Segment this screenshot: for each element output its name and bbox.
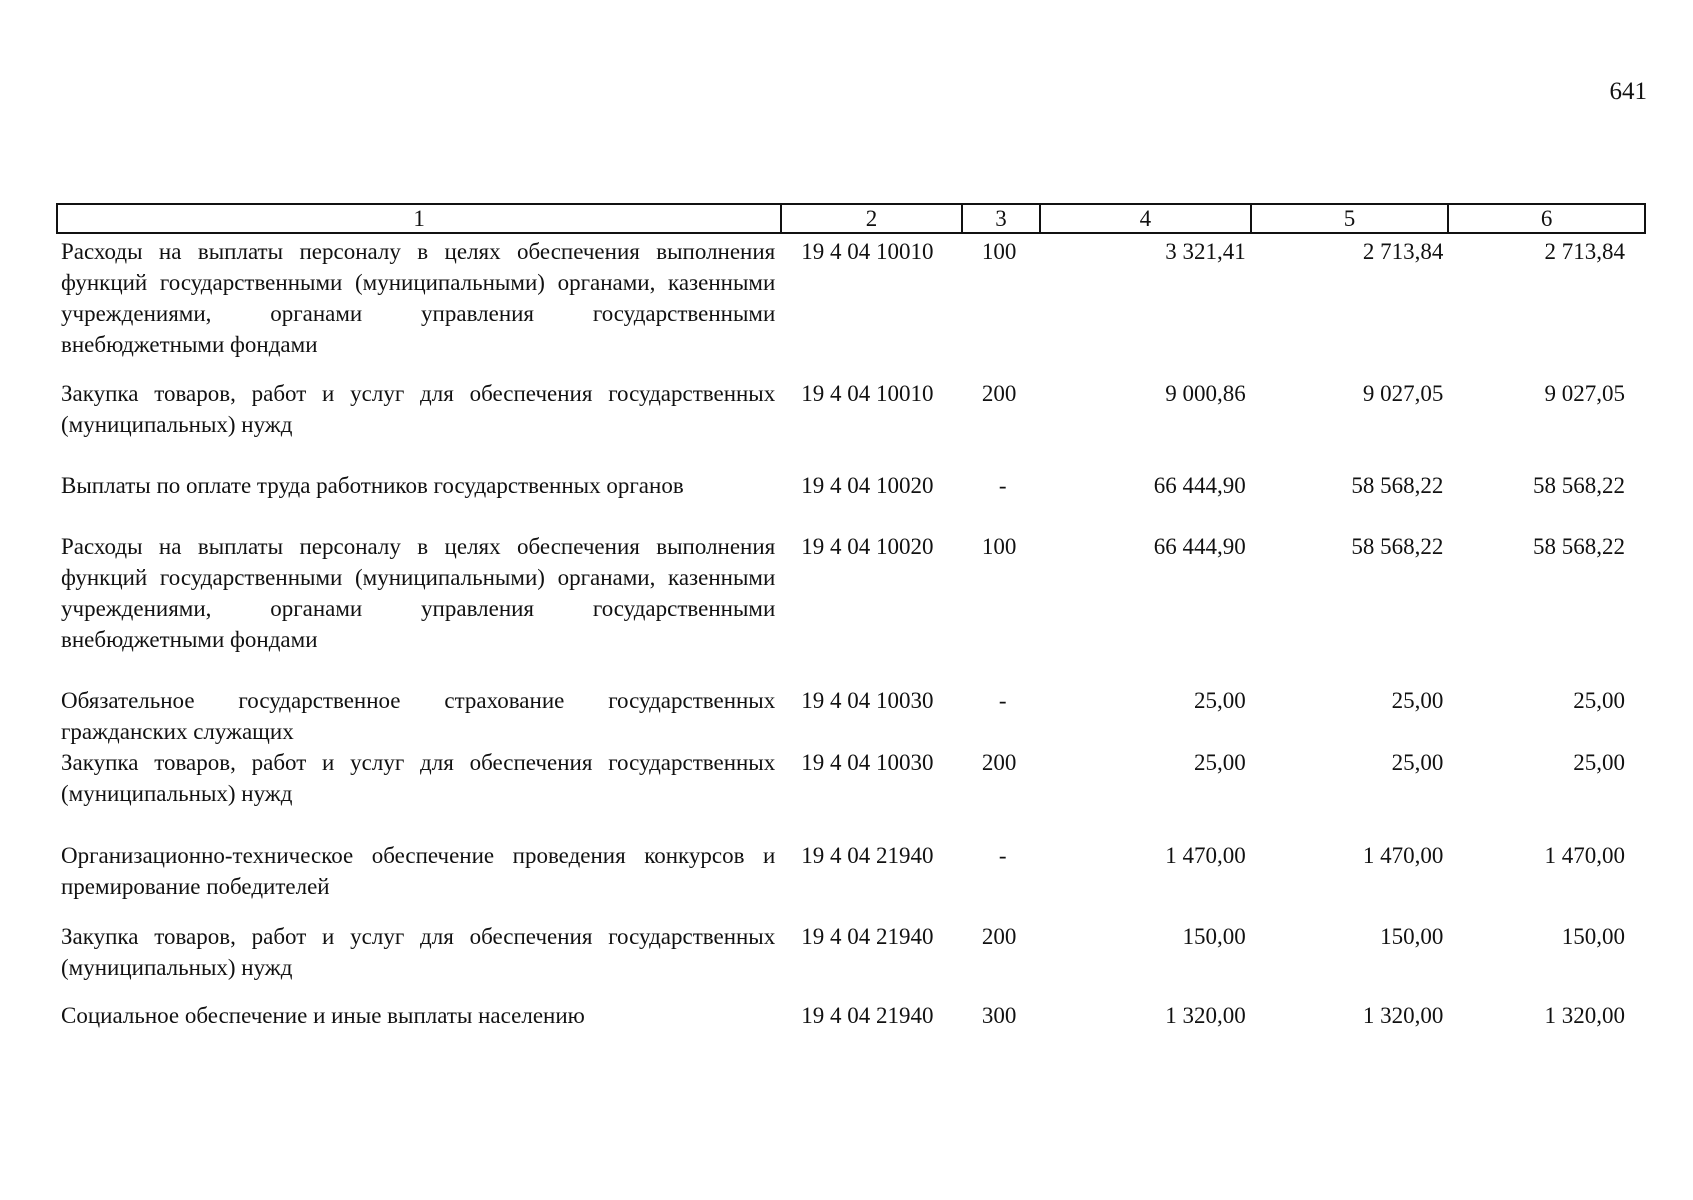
row-expense-type: 100 <box>981 239 1017 264</box>
row-expense-type: 200 <box>981 381 1017 406</box>
table-row <box>57 378 1645 470</box>
column-header-3: 3 <box>962 204 1040 233</box>
row-value-col6: 25,00 <box>1573 750 1625 775</box>
row-value-col5: 58 568,22 <box>1351 473 1444 498</box>
row-value-col6: 58 568,22 <box>1533 473 1625 498</box>
row-code: 19 4 04 10020 <box>801 473 934 498</box>
column-header-4: 4 <box>1040 204 1251 233</box>
table-row <box>57 470 1645 531</box>
row-expense-type: 300 <box>981 1003 1017 1028</box>
table-row <box>57 921 1645 1000</box>
row-value-col4: 1 320,00 <box>1165 1003 1246 1028</box>
row-description: Закупка товаров, работ и услуг для обеспечения государственных (муниципальных) нужд <box>61 924 776 980</box>
row-description: Закупка товаров, работ и услуг для обеспечения государственных (муниципальных) нужд <box>61 750 776 806</box>
row-value-col5: 1 320,00 <box>1362 1003 1444 1028</box>
row-description: Закупка товаров, работ и услуг для обеспечения государственных (муниципальных) нужд <box>61 381 776 437</box>
table-row <box>57 1000 1645 1040</box>
column-header-2: 2 <box>781 204 962 233</box>
table-row <box>57 531 1645 685</box>
row-description: Обязательное государственное страхование государственных гражданских служащих <box>61 688 776 744</box>
row-code: 19 4 04 10010 <box>801 381 934 406</box>
row-value-col4: 66 444,90 <box>1153 534 1246 559</box>
row-expense-type: - <box>998 473 1007 498</box>
page-number: 641 <box>1609 78 1647 105</box>
row-value-col4: 3 321,41 <box>1165 239 1246 264</box>
row-value-col5: 9 027,05 <box>1362 381 1444 406</box>
row-value-col5: 58 568,22 <box>1351 534 1444 559</box>
table-row <box>57 840 1645 921</box>
row-value-col6: 2 713,84 <box>1544 239 1625 264</box>
row-value-col4: 25,00 <box>1193 688 1246 713</box>
row-value-col5: 1 470,00 <box>1362 843 1444 868</box>
row-value-col5: 25,00 <box>1391 688 1444 713</box>
row-description: Организационно-техническое обеспечение проведения конкурсов и премирование победителей <box>61 843 776 899</box>
table-row <box>57 685 1645 747</box>
row-value-col6: 58 568,22 <box>1533 534 1625 559</box>
row-code: 19 4 04 21940 <box>801 843 934 868</box>
row-value-col4: 25,00 <box>1193 750 1246 775</box>
row-value-col4: 150,00 <box>1182 924 1246 949</box>
row-value-col4: 9 000,86 <box>1165 381 1246 406</box>
row-code: 19 4 04 10020 <box>801 534 934 559</box>
row-value-col6: 25,00 <box>1573 688 1625 713</box>
table-header-row <box>57 204 1645 233</box>
row-description: Расходы на выплаты персоналу в целях обеспечения выполнения функций государственными (муниципальными) органами, казенными учреждениями, органами управления государственными внебюджетными фондами <box>61 534 776 652</box>
row-value-col6: 1 470,00 <box>1544 843 1625 868</box>
row-expense-type: 200 <box>981 750 1017 775</box>
row-value-col6: 9 027,05 <box>1544 381 1625 406</box>
row-code: 19 4 04 21940 <box>801 1003 934 1028</box>
column-header-5: 5 <box>1251 204 1449 233</box>
row-description: Социальное обеспечение и иные выплаты населению <box>61 1003 585 1028</box>
row-expense-type: - <box>998 688 1007 713</box>
row-description: Расходы на выплаты персоналу в целях обеспечения выполнения функций государственными (муниципальными) органами, казенными учреждениями, органами управления государственными внебюджетными фондами <box>61 239 776 357</box>
row-value-col5: 150,00 <box>1380 924 1444 949</box>
row-value-col4: 66 444,90 <box>1153 473 1246 498</box>
row-expense-type: 100 <box>981 534 1017 559</box>
row-value-col6: 1 320,00 <box>1544 1003 1625 1028</box>
column-header-1: 1 <box>57 204 781 233</box>
table-row <box>57 747 1645 840</box>
row-description: Выплаты по оплате труда работников государственных органов <box>61 473 684 498</box>
row-code: 19 4 04 21940 <box>801 924 934 949</box>
table-row <box>57 233 1645 378</box>
row-value-col4: 1 470,00 <box>1165 843 1246 868</box>
column-header-6: 6 <box>1448 204 1645 233</box>
row-value-col6: 150,00 <box>1561 924 1625 949</box>
row-code: 19 4 04 10030 <box>801 750 934 775</box>
row-code: 19 4 04 10030 <box>801 688 934 713</box>
row-value-col5: 2 713,84 <box>1362 239 1444 264</box>
row-expense-type: - <box>998 843 1007 868</box>
row-code: 19 4 04 10010 <box>801 239 934 264</box>
row-value-col5: 25,00 <box>1391 750 1444 775</box>
row-expense-type: 200 <box>981 924 1017 949</box>
budget-table <box>56 203 1646 1040</box>
